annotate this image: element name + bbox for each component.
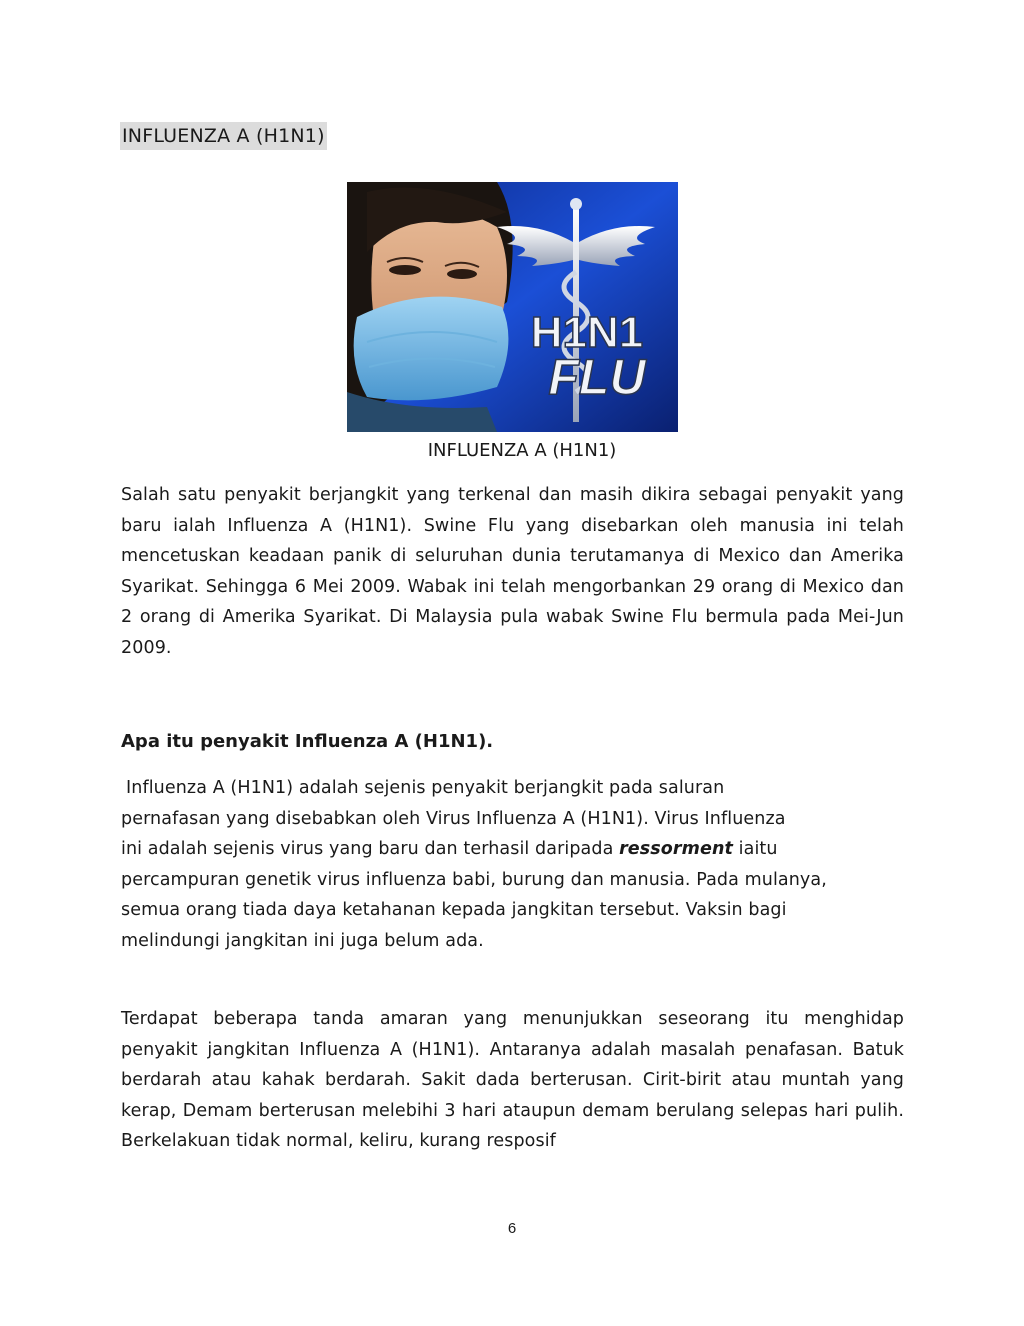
h1n1-flu-image [347,182,678,432]
definition-line: percampuran genetik virus influenza babi, burung dan manusia. Pada mulanya, [121,869,827,890]
emphasized-term: ressorment [619,839,733,859]
definition-line: melindungi jangkitan ini juga belum ada. [121,930,484,951]
section-heading: Apa itu penyakit Influenza A (H1N1). [121,731,494,752]
symptoms-paragraph: Terdapat beberapa tanda amaran yang menunjukkan seseorang itu menghidap penyakit jangkitan Influenza A (H1N1). Antaranya adalah masalah penafasan. Batuk berdarah atau kahak berdarah. Sakit dada berterusan. Cirit-birit atau muntah yang kerap, Demam berterusan melebihi 3 hari ataupun demam berulang selepas hari pulih. Berkelakuan tidak normal, keliru, kurang resposif [121,1009,904,1151]
intro-paragraph: Salah satu penyakit berjangkit yang terkenal dan masih dikira sebagai penyakit yang baru ialah Influenza A (H1N1). Swine Flu yang disebarkan oleh manusia ini telah mencetuskan keadaan panik di seluruhan dunia terutamanya di Mexico dan Amerika Syarikat. Sehingga 6 Mei 2009. Wabak ini telah mengorbankan 29 orang di Mexico dan 2 orang di Amerika Syarikat. Di Malaysia pula wabak Swine Flu bermula pada Mei-Jun 2009. [121,485,904,658]
definition-paragraph [121,773,896,956]
definition-line: pernafasan yang disebabkan oleh Virus Influenza A (H1N1). Virus Influenza [121,808,786,829]
h1n1-image-label: H1N1 [530,308,644,357]
definition-line: iaitu [733,839,778,859]
page-title: INFLUENZA A (H1N1) [120,122,327,150]
definition-line: semua orang tiada daya ketahanan kepada jangkitan tersebut. Vaksin bagi [121,900,787,920]
page-number: 6 [507,1220,517,1237]
figure-caption: INFLUENZA A (H1N1) [427,440,617,461]
definition-line: Influenza A (H1N1) adalah sejenis penyakit berjangkit pada saluran [126,778,725,798]
definition-line: ini adalah sejenis virus yang baru dan terhasil daripada [121,839,620,859]
flu-image-label: FLU [548,349,646,405]
